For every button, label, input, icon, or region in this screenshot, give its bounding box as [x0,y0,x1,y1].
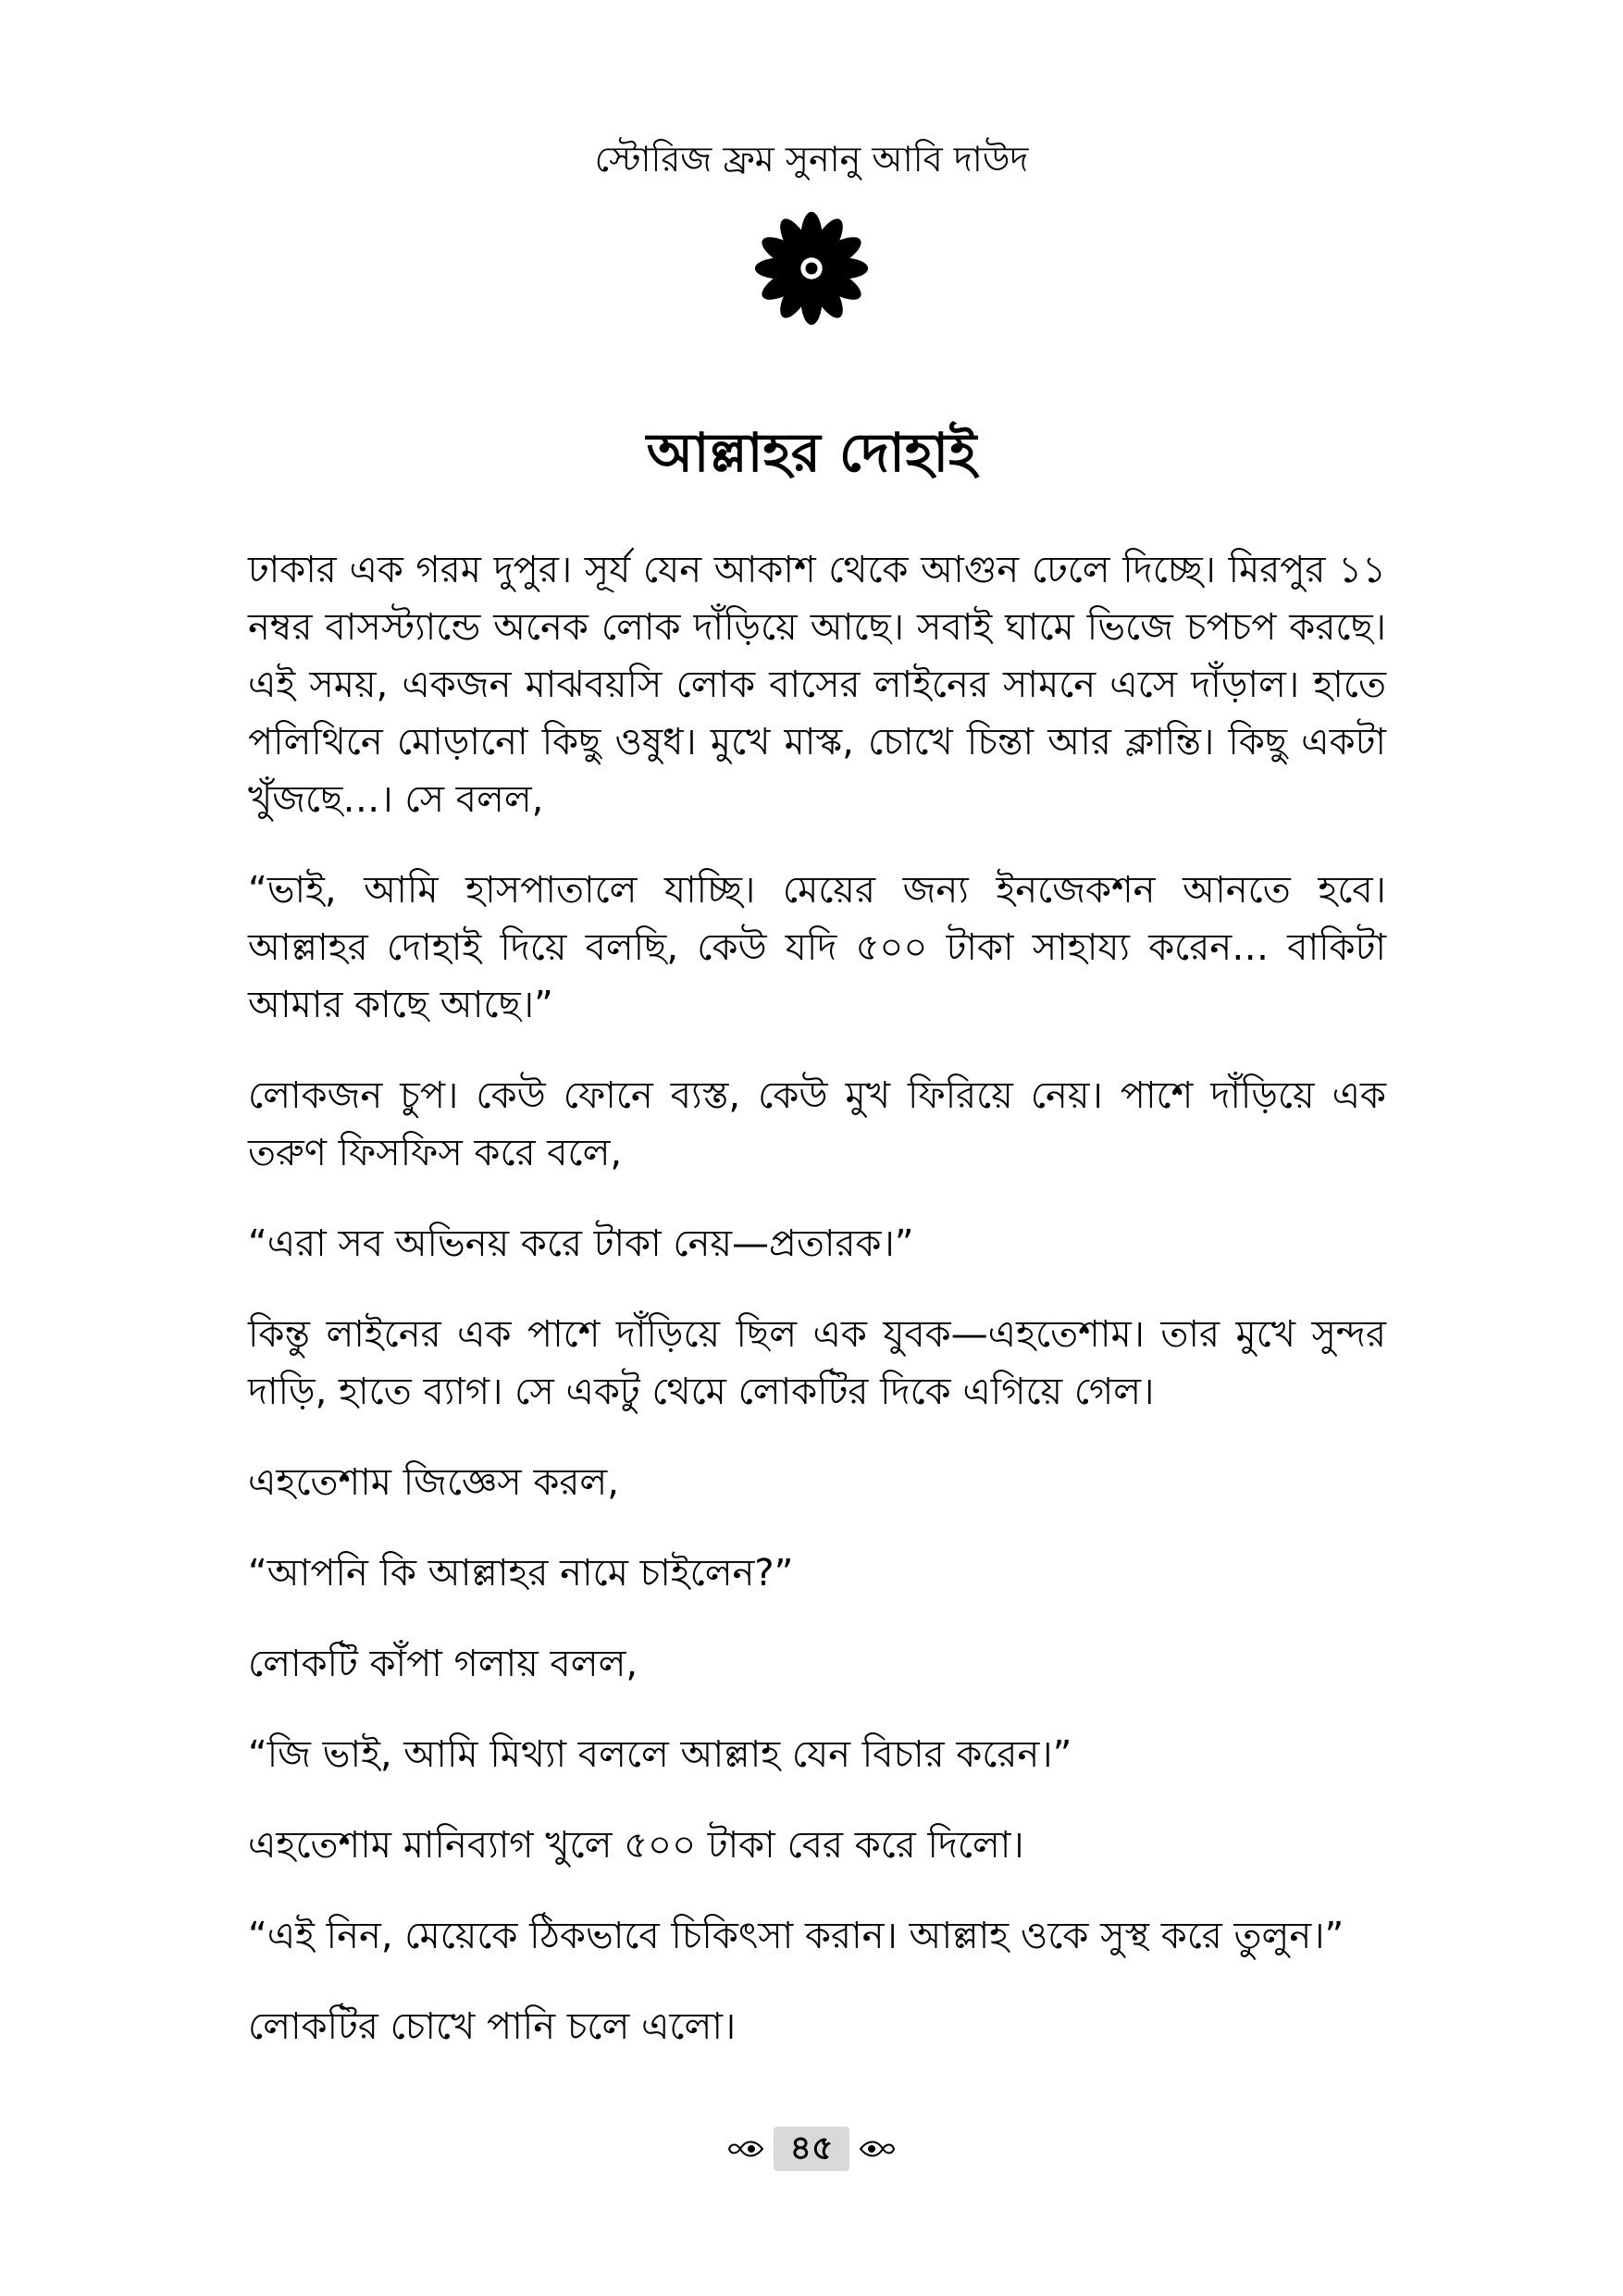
page-number-badge [727,2127,897,2170]
paragraph: কিন্তু লাইনের এক পাশে দাঁড়িয়ে ছিল এক যুবক—এহতেশাম। তার মুখে সুন্দর দাড়ি, হাতে ব্যাগ। সে একটু থেমে লোকটির দিকে এগিয়ে গেল। [248,1313,1386,1413]
paragraph: এহতেশাম মানিব্যাগ খুলে ৫০০ টাকা বের করে দিলো। [248,1824,1024,1867]
flourish-left-icon [727,2130,764,2167]
page-footer [0,2121,1623,2177]
body-text [248,541,1386,2089]
paragraph: লোকটির চোখে পানি চলে এলো। [248,2005,737,2048]
paragraph: “আপনি কি আল্লাহর নামে চাইলেন?” [248,1552,794,1595]
running-header: স্টোরিজ ফ্রম সুনানু আবি দাউদ [594,139,1029,180]
paragraph: লোকটি কাঁপা গলায় বলল, [248,1643,638,1685]
paragraph: “ভাই, আমি হাসপাতালে যাচ্ছি। মেয়ের জন্য ইনজেকশন আনতে হবে। আল্লাহর দোহাই দিয়ে বলছি, কেউ যদি ৫০০ টাকা সাহায্য করেন… বাকিটা আমার কাছে আছে।” [248,869,1386,1026]
page-number: ৪৫ [774,2127,850,2170]
chapter-title: আল্লাহর দোহাই [646,421,977,484]
paragraph: “এরা সব অভিনয় করে টাকা নেয়—প্রতারক।” [248,1222,914,1265]
flower-icon [751,208,872,329]
paragraph: “জি ভাই, আমি মিথ্যা বললে আল্লাহ যেন বিচার করেন।” [248,1733,1072,1776]
paragraph: লোকজন চুপ। কেউ ফোনে ব্যস্ত, কেউ মুখ ফিরিয়ে নেয়। পাশে দাঁড়িয়ে এক তরুণ ফিসফিস করে বলে, [248,1074,1386,1174]
paragraph: এহতেশাম জিজ্ঞেস করল, [248,1461,619,1504]
paragraph: “এই নিন, মেয়েকে ঠিকভাবে চিকিৎসা করান। আল্লাহ ওকে সুস্থ করে তুলুন।” [248,1915,1344,1957]
flourish-right-icon [859,2130,896,2167]
paragraph: ঢাকার এক গরম দুপুর। সূর্য যেন আকাশ থেকে আগুন ঢেলে দিচ্ছে। মিরপুর ১১ নম্বর বাসস্ট্যান্ডে অনেক লোক দাঁড়িয়ে আছে। সবাই ঘামে ভিজে চপচপ করছে। এই সময়, একজন মাঝবয়সি লোক বাসের লাইনের সামনে এসে দাঁড়াল। হাতে পলিথিনে মোড়ানো কিছু ওষুধ। মুখে মাস্ক, চোখে চিন্তা আর ক্লান্তি। কিছু একটা খুঁজছে…। সে বলল, [248,549,1386,821]
